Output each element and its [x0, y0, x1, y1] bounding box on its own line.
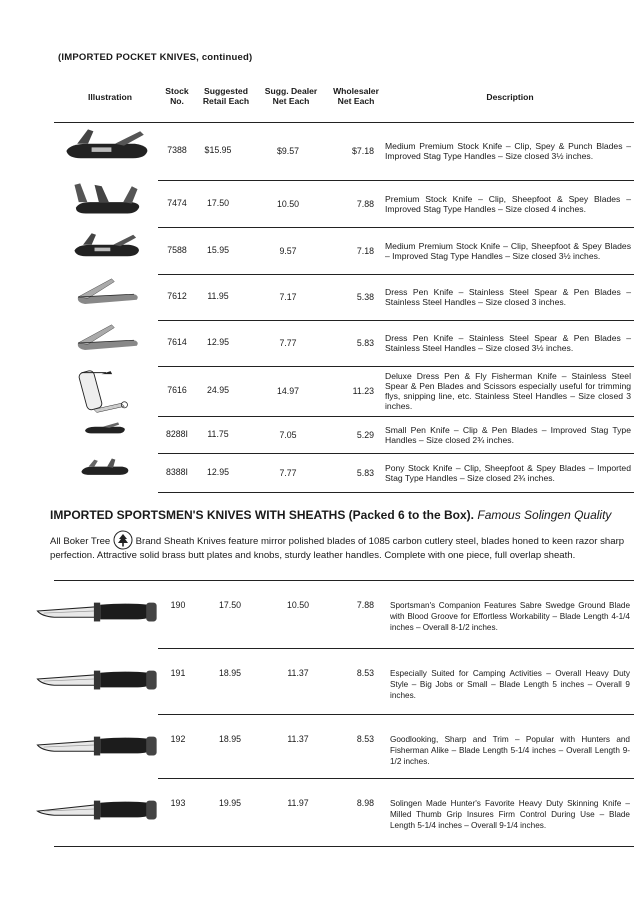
dealer-price: 10.50 — [276, 198, 299, 209]
dealer-price: 14.97 — [276, 386, 299, 396]
sportsmen-top-rule — [54, 580, 634, 581]
item-description: Medium Premium Stock Knife – Clip, Sheepfoot & Spey Blades – Improved Stag Type Handles – Size closed 3½ inches. — [385, 240, 631, 261]
item-description: Dress Pen Knife – Stainless Steel Spear & Pen Blades – Stainless Steel Handles – Size closed 3½ inches. — [385, 333, 631, 353]
sheath-knife-icon — [32, 656, 160, 702]
retail-price: 15.95 — [206, 244, 229, 255]
row-divider — [158, 492, 634, 493]
retail-price: 17.50 — [206, 197, 229, 208]
item-description: Deluxe Dress Pen & Fly Fisherman Knife – Stainless Steel Spear & Pen Blades and Scissors especially useful for trimming flys, snipping line, etc. Stainless Steel Handles – Size closed 3 inches. — [385, 371, 631, 411]
header-wholesaler: Wholesaler Net Each — [333, 86, 379, 106]
header-stock: Stock No. — [165, 86, 189, 106]
header-description: Description — [486, 92, 534, 102]
boker-tree-logo-icon — [113, 530, 133, 550]
stock-number: 7588 — [167, 244, 187, 255]
stock-number: 7388 — [167, 145, 187, 155]
stock-knife-open-icon — [58, 182, 154, 225]
dealer-price: 7.05 — [279, 429, 297, 440]
wholesale-price: $7.18 — [351, 146, 374, 156]
wholesale-price: 8.53 — [356, 668, 374, 678]
header-retail: Suggested Retail Each — [202, 86, 250, 106]
fisherman-knife-icon — [58, 368, 154, 414]
row-divider — [158, 320, 634, 321]
dealer-price: 9.57 — [279, 245, 297, 256]
row-divider — [158, 227, 634, 228]
dealer-price: 7.17 — [279, 292, 297, 302]
row-divider — [158, 180, 634, 181]
stock-number: 8288I — [165, 428, 188, 439]
row-divider — [158, 274, 634, 275]
row-divider — [158, 648, 634, 649]
dealer-price: 11.37 — [287, 734, 309, 744]
sportsmen-section-title — [50, 508, 611, 522]
header-dealer: Sugg. Dealer Net Each — [264, 86, 318, 106]
stock-number: 192 — [170, 734, 186, 744]
header-illustration: Illustration — [88, 92, 132, 102]
dealer-price: 7.77 — [279, 338, 297, 348]
stock-number: 8388I — [165, 466, 188, 477]
sportsmen-subtitle: Famous Solingen Quality — [477, 508, 612, 522]
stock-knife-icon — [58, 229, 154, 272]
stock-number: 190 — [170, 600, 186, 610]
item-description: Solingen Made Hunter's Favorite Heavy Duty Skinning Knife – Milled Thumb Grip Insures Firm Control During Use – Blade Length 5-1/4 inches – Overall 9-1/4 inches. — [390, 799, 630, 830]
item-description: Goodlooking, Sharp and Trim – Popular with Hunters and Fisherman Alike – Blade Length 5-1/4 inches – Overall Length 9-1/2 inches. — [390, 735, 630, 766]
wholesale-price: 7.88 — [356, 600, 374, 610]
wholesale-price: 8.98 — [356, 798, 374, 808]
item-description: Sportsman's Companion Features Sabre Swedge Ground Blade with Blood Groove for Effortless Workability – Blade Length 4-1/4 inches – Overall 8-1/2 inches. — [390, 601, 630, 632]
item-description: Medium Premium Stock Knife – Clip, Spey & Punch Blades – Improved Stag Type Handles – Size closed 3½ inches. — [385, 141, 631, 161]
pen-knife-icon — [58, 276, 154, 318]
pen-knife-icon — [58, 322, 154, 364]
dealer-price: 7.77 — [279, 467, 297, 478]
row-divider — [158, 778, 634, 779]
stock-number: 193 — [170, 798, 186, 808]
row-divider — [158, 453, 634, 454]
sheath-knife-icon — [32, 588, 160, 634]
retail-price: 11.95 — [207, 291, 229, 301]
retail-price: 24.95 — [206, 385, 229, 395]
retail-price: 18.95 — [218, 734, 241, 744]
wholesale-price: 7.88 — [356, 198, 374, 209]
row-divider — [158, 416, 634, 417]
small-pen-knife-icon — [58, 418, 154, 451]
wholesale-price: 5.38 — [356, 292, 374, 302]
wholesale-price: 11.23 — [352, 386, 374, 396]
wholesale-price: 5.83 — [356, 467, 374, 478]
item-description: Pony Stock Knife – Clip, Sheepfoot & Spey Blades – Imported Stag Type Handles – Size closed 2¾ inches. — [385, 462, 631, 483]
stock-number: 191 — [170, 668, 186, 678]
pony-knife-icon — [58, 455, 154, 490]
stock-number: 7614 — [167, 337, 187, 347]
sportsmen-title: IMPORTED SPORTSMEN'S KNIVES WITH SHEATHS (Packed 6 to the Box). — [50, 508, 475, 522]
dealer-price: $9.57 — [276, 146, 299, 156]
stock-number: 7612 — [167, 291, 187, 301]
retail-price: 18.95 — [218, 668, 241, 678]
dealer-price: 10.50 — [286, 600, 309, 610]
retail-price: 19.95 — [218, 798, 241, 808]
retail-price: 12.95 — [206, 337, 229, 347]
retail-price: 12.95 — [206, 466, 229, 477]
section-continued-heading: (IMPORTED POCKET KNIVES, continued) — [58, 52, 253, 63]
sheath-knife-icon — [32, 786, 160, 832]
sheath-knife-icon — [32, 722, 160, 768]
retail-price: $15.95 — [204, 145, 232, 155]
wholesale-price: 5.83 — [356, 338, 374, 348]
row-divider — [158, 714, 634, 715]
dealer-price: 11.37 — [287, 668, 309, 678]
intro-text-before: All Boker Tree — [50, 536, 111, 547]
stock-number: 7616 — [167, 385, 187, 395]
wholesale-price: 7.18 — [356, 245, 374, 256]
item-description: Especially Suited for Camping Activities – Overall Heavy Duty Style – Big Jobs or Small – Blade Length 5 inches – Overall 9 inches. — [390, 669, 630, 700]
item-description: Dress Pen Knife – Stainless Steel Spear & Pen Blades – Stainless Steel Handles – Size closed 3 inches. — [385, 287, 631, 307]
stock-knife-icon — [58, 124, 154, 178]
intro-text-after: Brand Sheath Knives feature mirror polished blades of 1085 carbon cutlery steel, blades honed to keen razor sharp perfection. Attractive solid brass butt plates and knobs, sturdy leather handles. Complete with one piece, full overlap sheath. — [50, 536, 625, 561]
retail-price: 17.50 — [218, 600, 241, 610]
item-description: Small Pen Knife – Clip & Pen Blades – Improved Stag Type Handles – Size closed 2¾ inches. — [385, 424, 631, 445]
retail-price: 11.75 — [207, 428, 229, 439]
wholesale-price: 5.29 — [356, 429, 374, 440]
row-divider — [54, 846, 634, 847]
item-description: Premium Stock Knife – Clip, Sheepfoot & Spey Blades – Improved Stag Type Handles – Size closed 4 inches. — [385, 193, 631, 214]
dealer-price: 11.97 — [287, 798, 309, 808]
header-rule — [54, 122, 634, 123]
stock-number: 7474 — [167, 197, 187, 208]
row-divider — [158, 366, 634, 367]
wholesale-price: 8.53 — [356, 734, 374, 744]
sportsmen-intro — [50, 530, 632, 563]
